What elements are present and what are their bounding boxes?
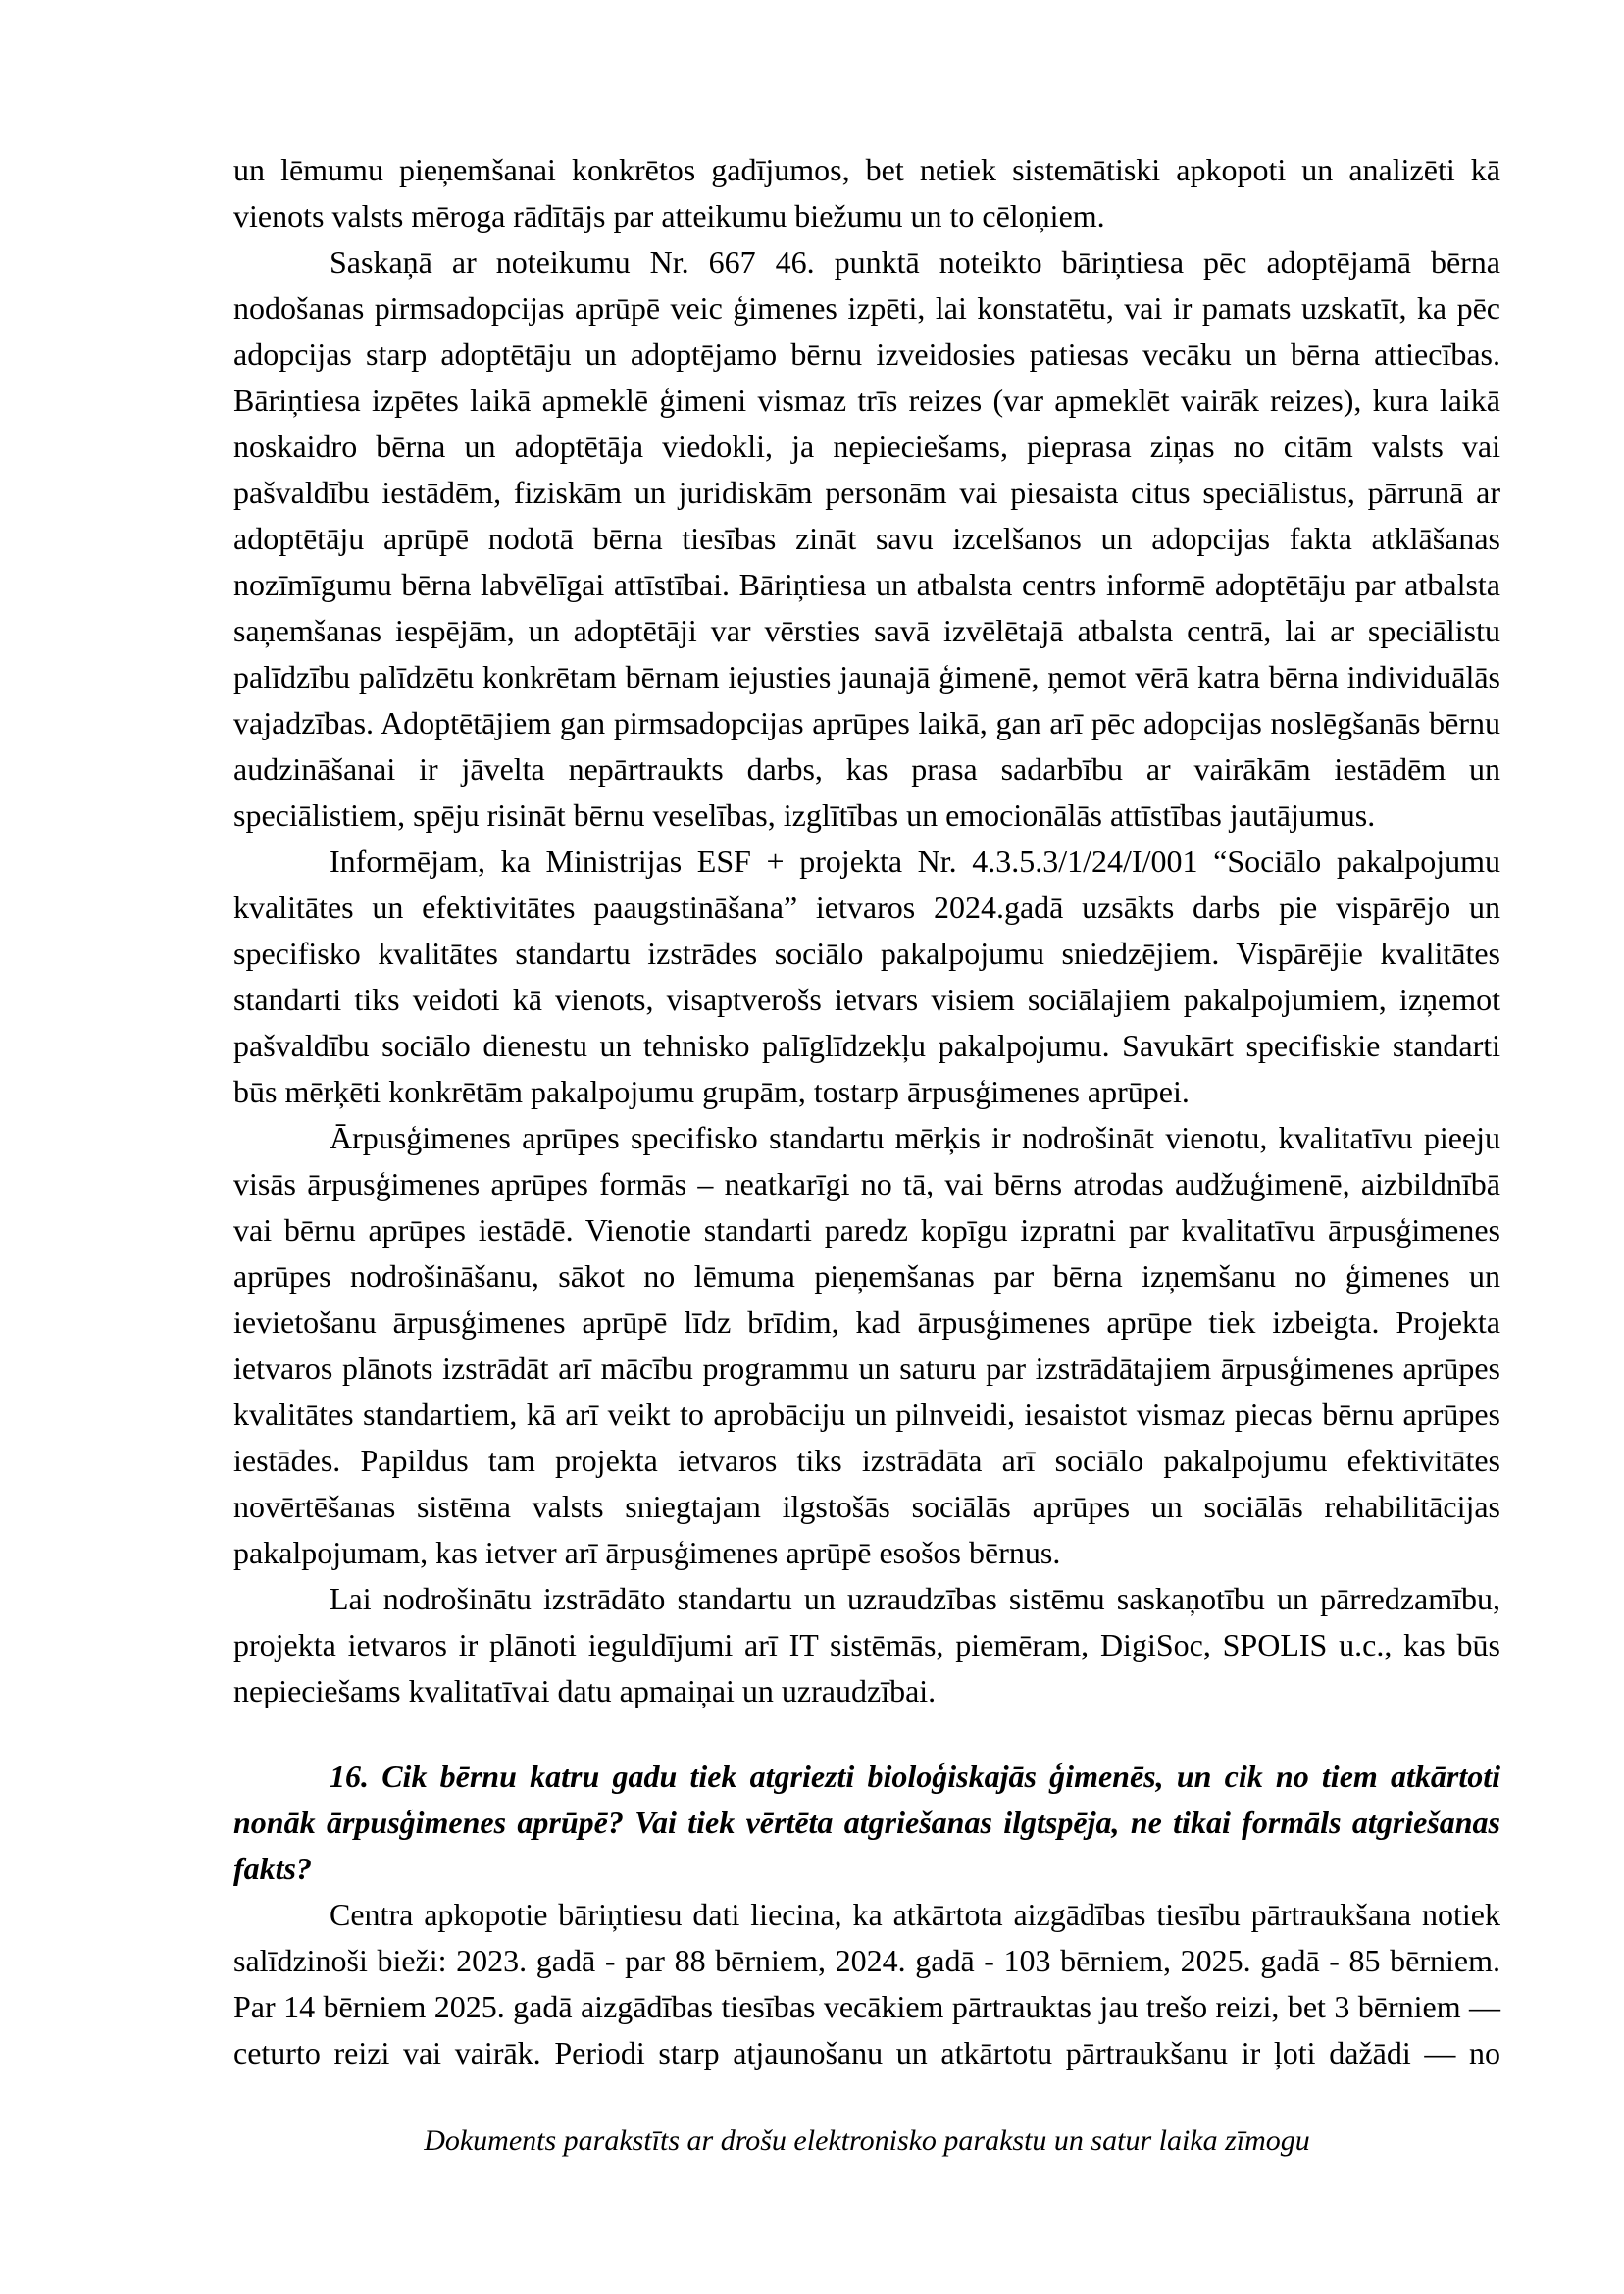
question-16-heading: 16. Cik bērnu katru gadu tiek atgriezti bioloģiskajās ģimenēs, un cik no tiem atkārtoti nonāk ārpusģimenes aprūpē? Vai tiek vērtēta atgriešanas ilgtspēja, ne tikai formāls atgriešanas fakts? bbox=[233, 1759, 1500, 1886]
paragraph-question-16-answer: Centra apkopotie bāriņtiesu dati liecina, ka atkārtota aizgādības tiesību pārtraukšana notiek salīdzinoši bieži: 2023. gadā - par 88 bērniem, 2024. gadā - 103 bērniem, 2025. gadā - 85 bērniem. Par 14 bērniem 2025. gadā aizgādības tiesības vecākiem pārtrauktas jau trešo reizi, bet 3 bērniem — ceturto reizi vai vairāk. Periodi starp atjaunošanu un atkārtotu pārtraukšanu ir ļoti dažādi — no bbox=[233, 1897, 1500, 2070]
paragraph-esf-project-standards: Informējam, ka Ministrijas ESF + projekta Nr. 4.3.5.3/1/24/I/001 “Sociālo pakalpojumu kvalitātes un efektivitātes paaugstināšana” ietvaros 2024.gadā uzsākts darbs pie vispārējo un specifisko kvalitātes standartu izstrādes sociālo pakalpojumu sniedzējiem. Vispārējie kvalitātes standarti tiks veidoti kā vienots, visaptverošs ietvars visiem sociālajiem pakalpojumiem, izņemot pašvaldību sociālo dienestu un tehnisko palīglīdzekļu pakalpojumu. Savukārt specifiskie standarti būs mērķēti konkrētām pakalpojumu grupām, tostarp ārpusģimenes aprūpei. bbox=[233, 843, 1500, 1109]
document-body bbox=[233, 147, 1500, 2076]
paragraph-it-systems-investments: Lai nodrošinātu izstrādāto standartu un uzraudzības sistēmu saskaņotību un pārredzamību, projekta ietvaros ir plānoti ieguldījumi arī IT sistēmās, piemēram, DigiSoc, SPOLIS u.c., kas būs nepieciešams kvalitatīvai datu apmaiņai un uzraudzībai. bbox=[233, 1581, 1500, 1708]
paragraph-out-of-family-care-standards: Ārpusģimenes aprūpes specifisko standartu mērķis ir nodrošināt vienotu, kvalitatīvu pieeju visās ārpusģimenes aprūpes formās – neatkarīgi no tā, vai bērns atrodas audžuģimenē, aizbildnībā vai bērnu aprūpes iestādē. Vienotie standarti paredz kopīgu izpratni par kvalitatīvu ārpusģimenes aprūpes nodrošināšanu, sākot no lēmuma pieņemšanas par bērna izņemšanu no ģimenes un ievietošanu ārpusģimenes aprūpē līdz brīdim, kad ārpusģimenes aprūpe tiek izbeigta. Projekta ietvaros plānots izstrādāt arī mācību programmu un saturu par izstrādātajiem ārpusģimenes aprūpes kvalitātes standartiem, kā arī veikt to aprobāciju un pilnveidi, iesaistot vismaz piecas bērnu aprūpes iestādes. Papildus tam projekta ietvaros tiks izstrādāta arī sociālo pakalpojumu efektivitātes novērtēšanas sistēma valsts sniegtajam ilgstošās sociālās aprūpes un sociālās rehabilitācijas pakalpojumam, kas ietver arī ārpusģimenes aprūpē esošos bērnus. bbox=[233, 1120, 1500, 1570]
paragraph-refusals-continuation: un lēmumu pieņemšanai konkrētos gadījumos, bet netiek sistemātiski apkopoti un analizēti kā vienots valsts mēroga rādītājs par atteikumu biežumu un to cēloņiem. bbox=[233, 152, 1500, 233]
signature-footer-note: Dokuments parakstīts ar drošu elektronisko parakstu un satur laika zīmogu bbox=[424, 2124, 1310, 2157]
paragraph-regulation-667-adoption: Saskaņā ar noteikumu Nr. 667 46. punktā noteikto bāriņtiesa pēc adoptējamā bērna nodošanas pirmsadopcijas aprūpē veic ģimenes izpēti, lai konstatētu, vai ir pamats uzskatīt, ka pēc adopcijas starp adoptētāju un adoptējamo bērnu izveidosies patiesas vecāku un bērna attiecības. Bāriņtiesa izpētes laikā apmeklē ģimeni vismaz trīs reizes (var apmeklēt vairāk reizes), kura laikā noskaidro bērna un adoptētāja viedokli, ja nepieciešams, pieprasa ziņas no citām valsts vai pašvaldību iestādēm, fiziskām un juridiskām personām vai piesaista citus speciālistus, pārrunā ar adoptētāju aprūpē nodotā bērna tiesības zināt savu izcelšanos un adopcijas fakta atklāšanas nozīmīgumu bērna labvēlīgai attīstībai. Bāriņtiesa un atbalsta centrs informē adoptētāju par atbalsta saņemšanas iespējām, un adoptētāji var vērsties savā izvēlētajā atbalsta centrā, lai ar speciālistu palīdzību palīdzētu konkrētam bērnam iejusties jaunajā ģimenē, ņemot vērā katra bērna individuālās vajadzības. Adoptētājiem gan pirmsadopcijas aprūpes laikā, gan arī pēc adopcijas noslēgšanās bērnu audzināšanai ir jāvelta nepārtraukts darbs, kas prasa sadarbību ar vairākām iestādēm un speciālistiem, spēju risināt bērnu veselības, izglītības un emocionālās attīstības jautājumus. bbox=[233, 244, 1500, 833]
